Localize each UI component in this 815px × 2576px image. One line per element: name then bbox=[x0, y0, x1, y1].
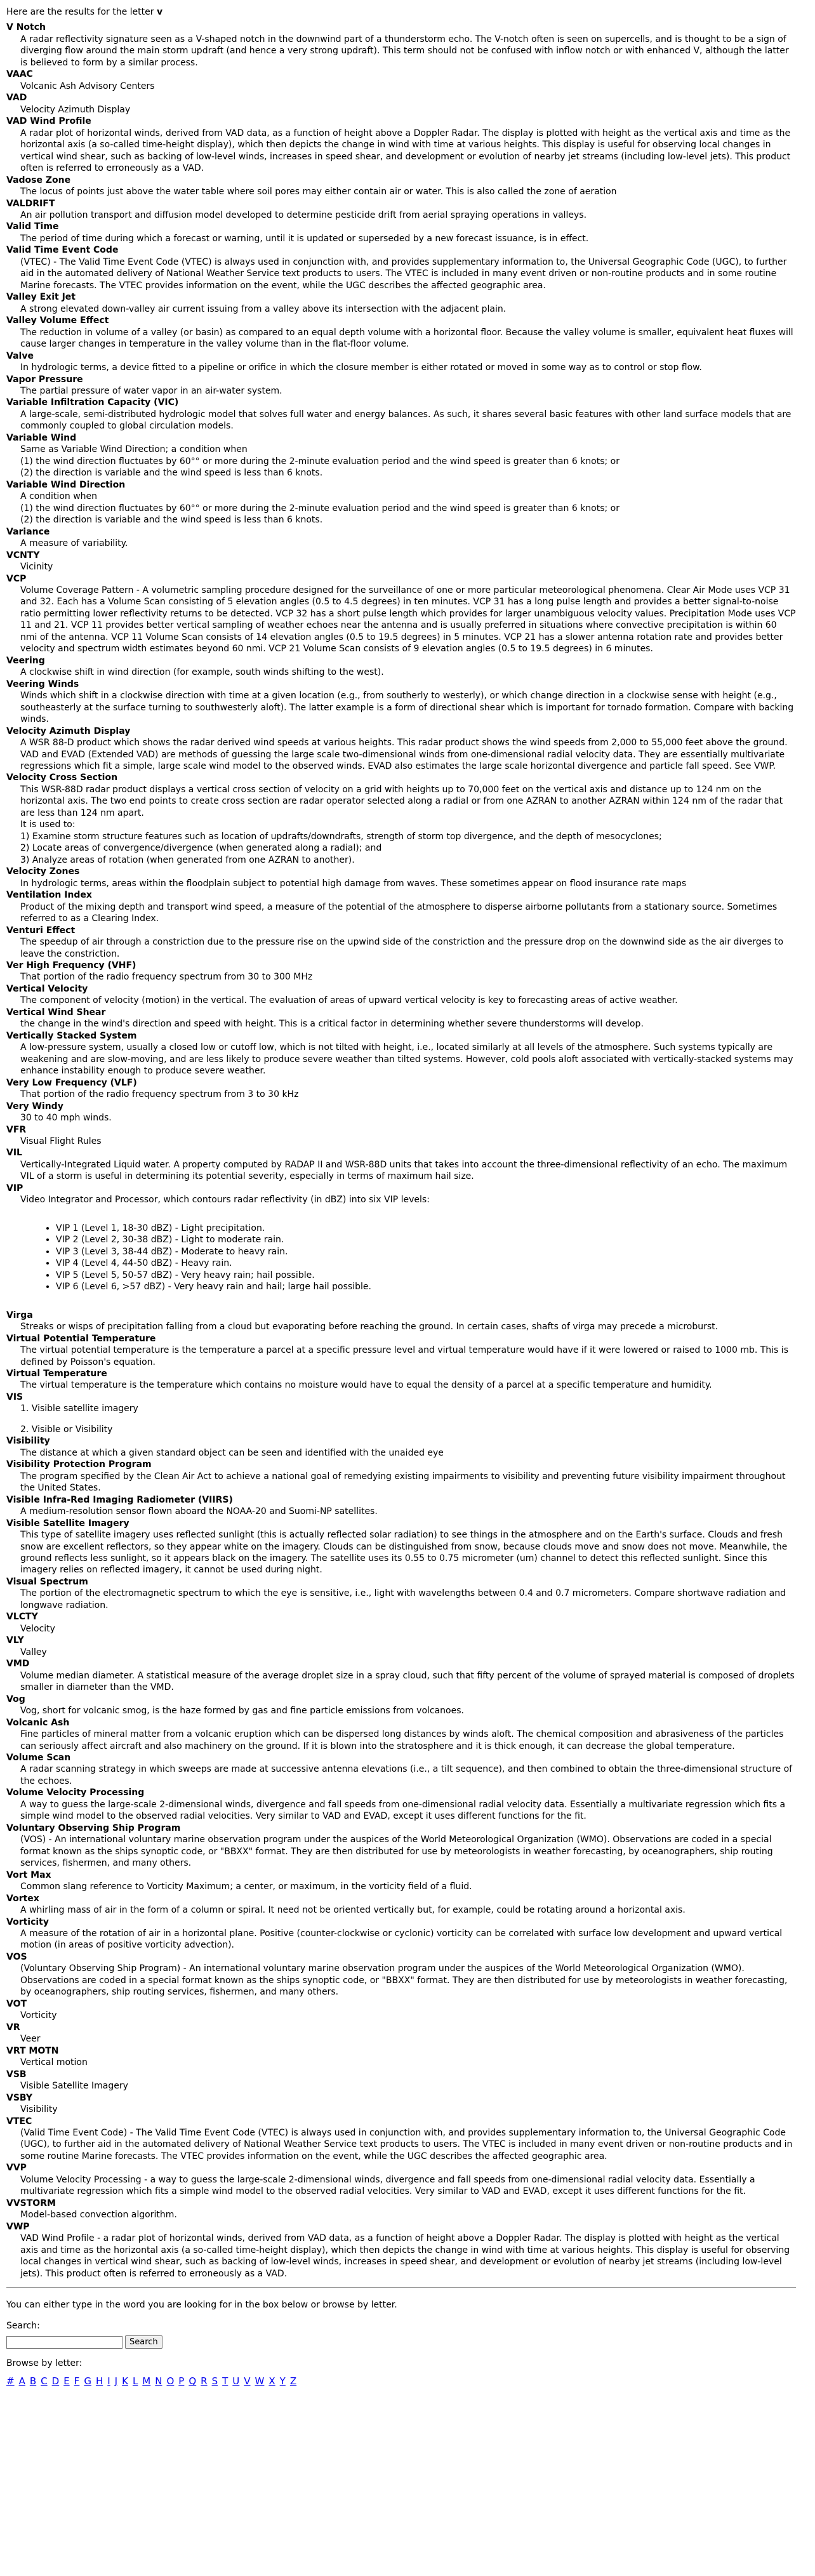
definition-line: A clockwise shift in wind direction (for example, south winds shifting to the west). bbox=[20, 667, 384, 678]
definition-line: (1) the wind direction fluctuates by 60°° or more during the 2-minute evaluation period and the wind speed is greater than 6 knots; or bbox=[20, 503, 620, 514]
glossary-definition bbox=[20, 690, 796, 725]
letter-link[interactable]: L bbox=[132, 2375, 138, 2387]
definition-line: An air pollution transport and diffusion model developed to determine pesticide drift from aerial spraying operations in valleys. bbox=[20, 209, 587, 220]
definition-line: VAD Wind Profile - a radar plot of horizontal winds, derived from VAD data, as a function of height above a Doppler Radar. The display is plotted with height as the vertical axis and time as the horizontal axis (a so-called time-height display), which then depicts the change in wind with time at various heights. This display is useful for observing local changes in vertical wind shear, such as backing of low-level winds, increases in speed shear, and development or evolution of nearby jet streams (including low-level jets). This product often is referred to erroneously as a VAD. bbox=[20, 2233, 790, 2279]
list-item: • VIP 6 (Level 6, >57 dBZ) - Very heavy rain and hail; large hail possible. bbox=[56, 1281, 796, 1292]
glossary-definition bbox=[20, 1623, 796, 1635]
glossary-term: Variable Wind bbox=[6, 432, 77, 443]
definition-line: Vog, short for volcanic smog, is the haze formed by gas and fine particle emissions from volcanoes. bbox=[20, 1706, 464, 1716]
glossary-term: VLCTY bbox=[6, 1612, 38, 1623]
definition-line: Common slang reference to Vorticity Maximum; a center, or maximum, in the vorticity field of a fluid. bbox=[20, 1882, 472, 1892]
glossary-definition bbox=[20, 209, 796, 221]
definition-line: Vorticity bbox=[20, 2010, 57, 2021]
definition-line: Fine particles of mineral matter from a volcanic eruption which can be dispersed long distances by winds aloft. The chemical composition and abrasiveness of the particles can seriously affect aircraft and also machinery on the ground. If it is blown into the stratosphere and it is thick enough, it can decrease the global temperature. bbox=[20, 1729, 784, 1751]
glossary-definition bbox=[20, 385, 796, 397]
definition-line: (1) the wind direction fluctuates by 60°° or more during the 2-minute evaluation period and the wind speed is greater than 6 knots; or bbox=[20, 456, 620, 467]
intro-letter: v bbox=[156, 7, 163, 17]
glossary-term: Valley Volume Effect bbox=[6, 315, 109, 326]
glossary-definition bbox=[20, 737, 796, 772]
glossary-term: VIL bbox=[6, 1148, 22, 1159]
definition-line: The reduction in volume of a valley (or basin) as compared to an equal depth volume with a horizontal floor. Because the valley volume is smaller, equivalent heat fluxes will cause larger changes in temperature in the valley volume than in the flat-floor volume. bbox=[20, 327, 793, 350]
definition-line: A radar plot of horizontal winds, derived from VAD data, as a function of height above a Doppler Radar. The display is plotted with height as the vertical axis and time as the horizontal axis (a so-called time-height display), which then depicts the change in wind with time at various heights. This display is useful for observing local changes in vertical wind shear, such as backing of low-level winds, increases in speed shear, and development or evolution of nearby jet streams (including low-level jets). This product often is referred to erroneously as a VAD. bbox=[20, 128, 791, 174]
glossary-definition bbox=[20, 1344, 796, 1368]
glossary-definition bbox=[20, 1018, 796, 1030]
glossary-term: Vapor Pressure bbox=[6, 374, 83, 385]
glossary-term: VR bbox=[6, 2022, 20, 2033]
letter-link[interactable]: K bbox=[122, 2375, 128, 2387]
definition-line: That portion of the radio frequency spectrum from 3 to 30 kHz bbox=[20, 1089, 299, 1100]
glossary-definition bbox=[20, 128, 796, 175]
glossary-definition bbox=[20, 2233, 796, 2280]
glossary-definition bbox=[20, 362, 796, 373]
list-item: • VIP 2 (Level 2, 30-38 dBZ) - Light to moderate rain. bbox=[56, 1234, 796, 1245]
definition-line: Volume Velocity Processing - a way to guess the large-scale 2-dimensional winds, divergence and fall speeds from one-dimensional radial velocity data. Essentially a multivariate regression which fits a simple wind model to the observed radial velocities. Very similar to VAD and EVAD, except it uses different functions for the fit. bbox=[20, 2174, 755, 2197]
glossary-term: V Notch bbox=[6, 22, 46, 33]
letter-link[interactable]: O bbox=[166, 2375, 175, 2387]
glossary-term: Velocity Azimuth Display bbox=[6, 726, 131, 736]
glossary-definition bbox=[20, 186, 796, 197]
glossary-term: VALDRIFT bbox=[6, 198, 55, 209]
glossary-definition bbox=[20, 2010, 796, 2021]
definition-line: (Valid Time Event Code) - The Valid Time Event Code (VTEC) is always used in conjunction with, and provides supplementary information to, the Universal Geographic Code (UGC), to further aid in the automated delivery of National Weather Service text products to users. The VTEC is included in many event driven or non-routine products and in some routine Marine forecasts. The VTEC provides information on the event, while the UGC describes the affected geographic area. bbox=[20, 2127, 793, 2161]
definition-line: (2) the direction is variable and the wind speed is less than 6 knots. bbox=[20, 515, 323, 526]
letter-link[interactable]: A bbox=[18, 2375, 25, 2387]
glossary-term: Visibility bbox=[6, 1436, 50, 1447]
letter-link[interactable]: B bbox=[29, 2375, 37, 2387]
list-item: • VIP 5 (Level 5, 50-57 dBZ) - Very heavy rain; hail possible. bbox=[56, 1270, 796, 1281]
glossary-definition bbox=[20, 409, 796, 432]
glossary-term: Velocity Cross Section bbox=[6, 773, 118, 783]
glossary-term: Very Windy bbox=[6, 1101, 63, 1112]
glossary-term: VMD bbox=[6, 1659, 30, 1670]
glossary-definition bbox=[20, 444, 796, 479]
glossary-definition bbox=[20, 1729, 796, 1752]
definition-line: Veer bbox=[20, 2034, 41, 2045]
glossary-term: Volume Scan bbox=[6, 1752, 71, 1763]
glossary-definition bbox=[20, 1321, 796, 1332]
glossary-term: Volume Velocity Processing bbox=[6, 1788, 145, 1798]
glossary-definition bbox=[20, 1881, 796, 1892]
definition-line: This WSR-88D radar product displays a vertical cross section of velocity on a grid with heights up to 70,000 feet on the vertical axis and distance up to 124 nm on the horizontal axis. The two end points to create cross section are radar operator selected along a radial or from one AZRAN to another AZRAN within 124 nm of the radar that are less than 124 nm apart. bbox=[20, 784, 783, 818]
glossary-definition bbox=[20, 1447, 796, 1459]
definition-line: A low-pressure system, usually a closed low or cutoff low, which is not tilted with height, i.e., located similarly at all levels of the atmosphere. Such systems typically are weakening and are slow-moving, and are less likely to produce severe weather than tilted systems. However, cold pools aloft associated with vertically-stacked systems may enhance instability enough to produce severe weather. bbox=[20, 1042, 793, 1077]
glossary-definition bbox=[20, 878, 796, 889]
glossary-term: Ver High Frequency (VHF) bbox=[6, 960, 136, 971]
letter-link[interactable]: V bbox=[244, 2375, 251, 2387]
search-button[interactable]: Search bbox=[125, 2335, 162, 2349]
glossary-definition bbox=[20, 1904, 796, 1916]
definition-line: Streaks or wisps of precipitation falling from a cloud but evaporating before reaching the ground. In certain cases, shafts of virga may precede a microburst. bbox=[20, 1322, 719, 1332]
glossary-term: Vorticity bbox=[6, 1916, 49, 1927]
glossary-term: VCP bbox=[6, 573, 27, 584]
letter-link[interactable]: M bbox=[142, 2375, 151, 2387]
glossary-definition bbox=[20, 1928, 796, 1951]
glossary-term: Veering Winds bbox=[6, 679, 79, 689]
glossary-term: VOT bbox=[6, 1998, 27, 2009]
search-input[interactable] bbox=[6, 2336, 123, 2349]
glossary-term: VCNTY bbox=[6, 550, 40, 561]
glossary-term: Vog bbox=[6, 1694, 25, 1704]
glossary-term: VVSTORM bbox=[6, 2198, 56, 2208]
definition-line: 30 to 40 mph winds. bbox=[20, 1113, 112, 1124]
glossary-term: Visible Infra-Red Imaging Radiometer (VIIRS) bbox=[6, 1494, 233, 1505]
definition-line: This type of satellite imagery uses reflected sunlight (this is actually reflected solar radiation) to see things in the atmosphere and on the Earth's surface. Clouds and fresh snow are excellent reflectors, so they appear white on the imagery. Clouds can be distinguished from snow, because clouds move and snow does not move. Meanwhile, the ground reflects less sunlight, so it appears black on the imagery. The satellite uses its 0.55 to 0.75 micrometer (um) channel to detect this reflected sunlight. Since this imagery relies on reflected imagery, it cannot be used during night. bbox=[20, 1530, 788, 1576]
glossary-term: VRT MOTN bbox=[6, 2045, 59, 2056]
definition-line: Volcanic Ash Advisory Centers bbox=[20, 81, 155, 91]
glossary-definition bbox=[20, 81, 796, 92]
glossary-term: VAD Wind Profile bbox=[6, 116, 91, 127]
letter-index bbox=[6, 2375, 796, 2388]
glossary-term: VTEC bbox=[6, 2116, 32, 2127]
glossary-definition bbox=[20, 1529, 796, 1576]
glossary-term: Virga bbox=[6, 1310, 33, 1320]
glossary-definition bbox=[20, 327, 796, 350]
letter-link[interactable]: E bbox=[63, 2375, 70, 2387]
glossary-term: Variable Wind Direction bbox=[6, 479, 126, 490]
glossary-definition bbox=[20, 901, 796, 925]
definition-line: Product of the mixing depth and transport wind speed, a measure of the potential of the atmosphere to disperse airborne pollutants from a stationary source. Sometimes referred to as a Clearing Index. bbox=[20, 901, 778, 924]
letter-link[interactable]: U bbox=[232, 2375, 240, 2387]
glossary-entries bbox=[6, 22, 796, 2280]
definition-line: Vertically-Integrated Liquid water. A property computed by RADAP II and WSR-88D units that takes into account the three-dimensional reflectivity of an echo. The maximum VIL of a storm is useful in determining its potential severity, especially in terms of maximum hail size. bbox=[20, 1159, 788, 1182]
definition-line: The program specified by the Clean Air Act to achieve a national goal of remedying existing impairments to visibility and preventing future visibility impairment throughout the United States. bbox=[20, 1471, 786, 1494]
definition-line: In hydrologic terms, areas within the floodplain subject to potential high damage from waves. These sometimes appear on flood insurance rate maps bbox=[20, 878, 687, 889]
definition-line: In hydrologic terms, a device fitted to a pipeline or orifice in which the closure member is either rotated or moved in some way as to control or stop flow. bbox=[20, 362, 702, 373]
glossary-definition bbox=[20, 971, 796, 983]
glossary-term: Vadose Zone bbox=[6, 175, 71, 185]
glossary-definition bbox=[20, 784, 796, 866]
glossary-definition bbox=[20, 1834, 796, 1869]
glossary-term: VVP bbox=[6, 2163, 27, 2174]
glossary-term: Virtual Potential Temperature bbox=[6, 1333, 156, 1344]
glossary-definition bbox=[20, 1670, 796, 1694]
glossary-definition bbox=[20, 104, 796, 116]
glossary-definition bbox=[20, 2127, 796, 2162]
letter-link[interactable]: C bbox=[41, 2375, 48, 2387]
definition-line: Volume Coverage Pattern - A volumetric sampling procedure designed for the surveillance of one or more particular meteorological phenomena. Clear Air Mode uses VCP 31 and 32. Each has a Volume Scan consisting of 5 elevation angles (0.5 to 4.5 degrees) in ten minutes. VCP 31 has a long pulse length and provides a better signal-to-noise ratio permitting lower reflectivity returns to be detected. VCP 32 has a short pulse length which provides for larger unambiguous velocity values. Precipitation Mode uses VCP 11 and 21. VCP 11 provides better vertical sampling of weather echoes near the antenna and is usually preferred in situations where convective precipitation is within 60 nmi of the antenna. VCP 11 Volume Scan consists of 14 elevation angles (0.5 to 19.5 degrees) in 5 minutes. VCP 21 has a slower antenna rotation rate and provides better velocity and spectrum width estimates beyond 60 nmi. VCP 21 Volume Scan consists of 9 elevation angles (0.5 to 19.5 degrees) in 6 minutes. bbox=[20, 585, 796, 654]
glossary-definition bbox=[20, 2033, 796, 2045]
list-item: • VIP 3 (Level 3, 38-44 dBZ) - Moderate to heavy rain. bbox=[56, 1246, 796, 1258]
glossary-term: Velocity Zones bbox=[6, 866, 80, 877]
definition-line: A way to guess the large-scale 2-dimensional winds, divergence and fall speeds from one-dimensional radial velocity data. Essentially a multivariate regression which fits a simple wind model to the observed radial velocities. Very similar to VAD and EVAD, except it uses different functions for the fit. bbox=[20, 1799, 786, 1822]
definition-line: (VTEC) - The Valid Time Event Code (VTEC) is always used in conjunction with, and provides supplementary information to, the Universal Geographic Code (UGC), to further aid in the automated delivery of National Weather Service text products to users. The VTEC is included in many event driven or non-routine products and in some routine Marine forecasts. The VTEC provides information on the event, while the UGC describes the affected geographic area. bbox=[20, 256, 787, 291]
vip-level-list bbox=[20, 1223, 796, 1293]
glossary-term: VAD bbox=[6, 93, 27, 103]
glossary-term: Visible Satellite Imagery bbox=[6, 1518, 129, 1529]
glossary-term: VFR bbox=[6, 1124, 27, 1135]
definition-line: A WSR 88-D product which shows the radar derived wind speeds at various heights. This radar product shows the wind speeds from 2,000 to 55,000 feet above the ground. VAD and EVAD (Extended VAD) are methods of guessing the large scale two-dimensional winds from one-dimensional radial velocity data. They are essentially multivariate regressions which fit a simple, large scale wind model to the observed winds. EVAD also estimates the large scale horizontal divergence and particle fall speed. See VWP. bbox=[20, 738, 788, 771]
glossary-definition bbox=[20, 2080, 796, 2092]
definition-line: A whirling mass of air in the form of a column or spiral. It need not be oriented vertically but, for example, could be rotating around a horizontal axis. bbox=[20, 1905, 686, 1916]
glossary-term: Visual Spectrum bbox=[6, 1576, 88, 1587]
letter-link[interactable]: D bbox=[51, 2375, 60, 2387]
glossary-definition bbox=[20, 995, 796, 1006]
definition-line: That portion of the radio frequency spectrum from 30 to 300 MHz bbox=[20, 972, 313, 983]
glossary-definition bbox=[20, 2104, 796, 2115]
glossary-term: VAAC bbox=[6, 69, 33, 80]
glossary-definition bbox=[20, 1763, 796, 1787]
glossary-term: Vortex bbox=[6, 1893, 39, 1904]
glossary-term: VIP bbox=[6, 1183, 23, 1193]
search-form bbox=[6, 2335, 796, 2349]
glossary-term: VSB bbox=[6, 2069, 27, 2080]
definition-line: A radar scanning strategy in which sweeps are made at successive antenna elevations (i.e., a tilt sequence), and then combined to obtain the three-dimensional structure of the echoes. bbox=[20, 1764, 793, 1786]
definition-line: Video Integrator and Processor, which contours radar reflectivity (in dBZ) into six VIP levels: bbox=[20, 1195, 430, 1205]
letter-link[interactable]: I bbox=[107, 2375, 110, 2387]
glossary-definition bbox=[20, 256, 796, 291]
glossary-term: VIS bbox=[6, 1391, 23, 1402]
glossary-term: Vort Max bbox=[6, 1869, 51, 1880]
glossary-term: VOS bbox=[6, 1951, 27, 1962]
glossary-definition bbox=[20, 1379, 796, 1391]
glossary-definition bbox=[20, 2057, 796, 2068]
glossary-term: VSBY bbox=[6, 2092, 32, 2103]
definition-line: (2) the direction is variable and the wind speed is less than 6 knots. bbox=[20, 468, 323, 479]
definition-line: A medium-resolution sensor flown aboard the NOAA-20 and Suomi-NP satellites. bbox=[20, 1506, 378, 1517]
definition-line: Vertical motion bbox=[20, 2057, 88, 2068]
definition-line: A measure of the rotation of air in a horizontal plane. Positive (counter-clockwise or cyclonic) vorticity can be correlated with surface low development and upward vertical motion (in areas of positive vorticity advection). bbox=[20, 1929, 783, 1951]
definition-line: The component of velocity (motion) in the vertical. The evaluation of areas of upward vertical velocity is key to forecasting areas of active weather. bbox=[20, 995, 678, 1006]
definition-line: Velocity bbox=[20, 1623, 55, 1634]
definition-line: Visual Flight Rules bbox=[20, 1136, 102, 1146]
glossary-term: Volcanic Ash bbox=[6, 1717, 70, 1728]
search-label: Search: bbox=[6, 2320, 40, 2331]
list-item: • VIP 1 (Level 1, 18-30 dBZ) - Light precipitation. bbox=[56, 1223, 796, 1234]
glossary-term: Venturi Effect bbox=[6, 925, 76, 936]
definition-line: The portion of the electromagnetic spectrum to which the eye is sensitive, i.e., light with wavelengths between 0.4 and 0.7 micrometers. Compare shortwave radiation and longwave radiation. bbox=[20, 1588, 786, 1610]
glossary-definition bbox=[20, 1089, 796, 1100]
glossary-term: Valid Time Event Code bbox=[6, 245, 119, 256]
definition-line: The period of time during which a forecast or warning, until it is updated or superseded by a new forecast issuance, is in effect. bbox=[20, 233, 589, 244]
glossary-definition bbox=[20, 2174, 796, 2198]
glossary-definition bbox=[20, 1403, 796, 1435]
glossary-term: Valley Exit Jet bbox=[6, 292, 76, 303]
glossary-term: Variable Infiltration Capacity (VIC) bbox=[6, 397, 179, 408]
glossary-definition bbox=[20, 491, 796, 526]
definition-line: A measure of variability. bbox=[20, 538, 128, 549]
glossary-term: Vertical Velocity bbox=[6, 983, 88, 994]
glossary-definition bbox=[20, 1963, 796, 1998]
definition-line: Winds which shift in a clockwise direction with time at a given location (e.g., from southerly to westerly), or which change direction in a clockwise sense with height (e.g., southeasterly at the surface turning to southwesterly aloft). The latter example is a form of directional shear which is important for tornado formation. Compare with backing winds. bbox=[20, 691, 794, 725]
definition-line: Visible Satellite Imagery bbox=[20, 2081, 128, 2092]
definition-line: 2) Locate areas of convergence/divergence (when generated along a radial); and bbox=[20, 843, 382, 854]
browse-label: Browse by letter: bbox=[6, 2358, 83, 2368]
letter-link[interactable]: W bbox=[255, 2375, 265, 2387]
glossary-definition bbox=[20, 585, 796, 655]
definition-line: (VOS) - An international voluntary marine observation program under the auspices of the World Meteorological Organization (WMO). Observations are coded in a special format known as the ships synoptic code, or "BBXX" format. They are then distributed for use by meteorologists in weather forecasting, by oceanographers, ship routing services, fishermen, and many others. bbox=[20, 1835, 773, 1869]
glossary-definition bbox=[20, 1588, 796, 1611]
glossary-definition bbox=[20, 1159, 796, 1183]
definition-line: The locus of points just above the water table where soil pores may either contain air or water. This is also called the zone of aeration bbox=[20, 187, 617, 197]
glossary-term: VWP bbox=[6, 2221, 30, 2232]
definition-line: A large-scale, semi-distributed hydrologic model that solves full water and energy balances. As such, it shares several basic features with other land surface models that are commonly coupled to global circulation models. bbox=[20, 409, 792, 432]
intro-text: Here are the results for the letter bbox=[6, 7, 157, 17]
letter-link[interactable]: J bbox=[114, 2375, 118, 2387]
glossary-definition bbox=[20, 303, 796, 315]
glossary-term: Virtual Temperature bbox=[6, 1368, 107, 1379]
definition-line: The distance at which a given standard object can be seen and identified with the unaided eye bbox=[20, 1447, 444, 1458]
letter-link[interactable]: T bbox=[222, 2375, 229, 2387]
definition-line: (Voluntary Observing Ship Program) - An international voluntary marine observation program under the auspices of the World Meteorological Organization (WMO). Observations are coded in a special format known as the ships synoptic code, or "BBXX" format. They are then distributed for use by meteorologists in weather forecasting, by oceanographers, ship routing services, fishermen, and many others. bbox=[20, 1963, 788, 1998]
definition-line: The speedup of air through a constriction due to the pressure rise on the upwind side of the constriction and the pressure drop on the downwind side as the air diverges to leave the constriction. bbox=[20, 937, 784, 959]
glossary-term: Very Low Frequency (VLF) bbox=[6, 1077, 137, 1088]
definition-line: Visibility bbox=[20, 2104, 58, 2115]
definition-line: A condition when bbox=[20, 491, 98, 502]
letter-link[interactable]: G bbox=[84, 2375, 91, 2387]
letter-link[interactable]: P bbox=[178, 2375, 185, 2387]
glossary-term: Vertical Wind Shear bbox=[6, 1007, 106, 1018]
glossary-term: Valve bbox=[6, 350, 34, 361]
letter-link[interactable]: Q bbox=[189, 2375, 197, 2387]
glossary-term: Valid Time bbox=[6, 222, 59, 232]
glossary-definition bbox=[20, 34, 796, 69]
definition-line: Model-based convection algorithm. bbox=[20, 2210, 177, 2221]
letter-link[interactable]: F bbox=[74, 2375, 80, 2387]
glossary-term: Veering bbox=[6, 655, 45, 666]
glossary-definition bbox=[20, 561, 796, 573]
glossary-definition bbox=[20, 1471, 796, 1494]
glossary-definition bbox=[20, 2209, 796, 2221]
glossary-definition bbox=[20, 1799, 796, 1822]
glossary-definition bbox=[20, 1647, 796, 1658]
letter-link[interactable]: S bbox=[211, 2375, 218, 2387]
letter-link[interactable]: # bbox=[6, 2375, 15, 2387]
results-intro bbox=[6, 6, 796, 18]
glossary-term: Vertically Stacked System bbox=[6, 1030, 137, 1041]
search-instructions: You can either type in the word you are looking for in the box below or browse by letter. bbox=[6, 2300, 397, 2311]
glossary-definition bbox=[20, 233, 796, 244]
definition-line: A strong elevated down-valley air current issuing from a valley above its intersection with the adjacent plain. bbox=[20, 303, 507, 314]
definition-line: the change in the wind's direction and speed with height. This is a critical factor in determining whether severe thunderstorms will develop. bbox=[20, 1019, 644, 1030]
glossary-definition bbox=[20, 538, 796, 549]
definition-line: A radar reflectivity signature seen as a V-shaped notch in the downwind part of a thunderstorm echo. The V-notch often is seen on supercells, and is thought to be a sign of diverging flow around the main storm updraft (and hence a very strong updraft). This term should not be confused with inflow notch or with enhanced V, although the latter is believed to form by a similar process. bbox=[20, 34, 789, 68]
list-item: • VIP 4 (Level 4, 44-50 dBZ) - Heavy rain. bbox=[56, 1258, 796, 1269]
divider bbox=[6, 2287, 796, 2288]
glossary-term: VLY bbox=[6, 1635, 24, 1646]
definition-line: The virtual temperature is the temperature which contains no moisture would have to equal the density of a parcel at a specific temperature and humidity. bbox=[20, 1380, 712, 1391]
definition-line: Volume median diameter. A statistical measure of the average droplet size in a spray cloud, such that fifty percent of the volume of sprayed material is composed of droplets smaller in diameter than the VMD. bbox=[20, 1670, 795, 1693]
glossary-term: Variance bbox=[6, 526, 50, 537]
letter-link[interactable]: Y bbox=[279, 2375, 286, 2387]
glossary-definition bbox=[20, 1705, 796, 1716]
glossary-term: Voluntary Observing Ship Program bbox=[6, 1822, 181, 1833]
letter-link[interactable]: H bbox=[95, 2375, 103, 2387]
definition-line: 1. Visible satellite imagery bbox=[20, 1404, 138, 1414]
letter-link[interactable]: X bbox=[268, 2375, 275, 2387]
glossary-definition bbox=[20, 667, 796, 678]
definition-line: It is used to: bbox=[20, 820, 76, 830]
glossary-definition bbox=[20, 1042, 796, 1077]
glossary-definition bbox=[20, 1194, 796, 1292]
definition-line: 1) Examine storm structure features such as location of updrafts/downdrafts, strength of storm top divergence, and the depth of mesocyclones; bbox=[20, 831, 662, 842]
definition-line: Vicinity bbox=[20, 562, 53, 573]
glossary-definition bbox=[20, 1136, 796, 1147]
glossary-term: Visibility Protection Program bbox=[6, 1459, 152, 1470]
glossary-definition bbox=[20, 1112, 796, 1124]
letter-link[interactable]: N bbox=[155, 2375, 162, 2387]
letter-link[interactable]: R bbox=[201, 2375, 208, 2387]
definition-line: Same as Variable Wind Direction; a condition when bbox=[20, 444, 248, 455]
definition-line: Valley bbox=[20, 1647, 47, 1657]
definition-line: Velocity Azimuth Display bbox=[20, 104, 131, 115]
definition-line: 3) Analyze areas of rotation (when generated from one AZRAN to another). bbox=[20, 854, 355, 865]
definition-line: The partial pressure of water vapor in an air-water system. bbox=[20, 386, 282, 396]
letter-link[interactable]: Z bbox=[289, 2375, 297, 2387]
glossary-definition bbox=[20, 1506, 796, 1517]
definition-line: The virtual potential temperature is the temperature a parcel at a specific pressure level and virtual temperature would have if it were lowered or raised to 1000 mb. This is defined by Poisson's equation. bbox=[20, 1345, 788, 1367]
definition-line: 2. Visible or Visibility bbox=[20, 1424, 113, 1435]
glossary-definition bbox=[20, 936, 796, 960]
glossary-term: Ventilation Index bbox=[6, 890, 92, 901]
